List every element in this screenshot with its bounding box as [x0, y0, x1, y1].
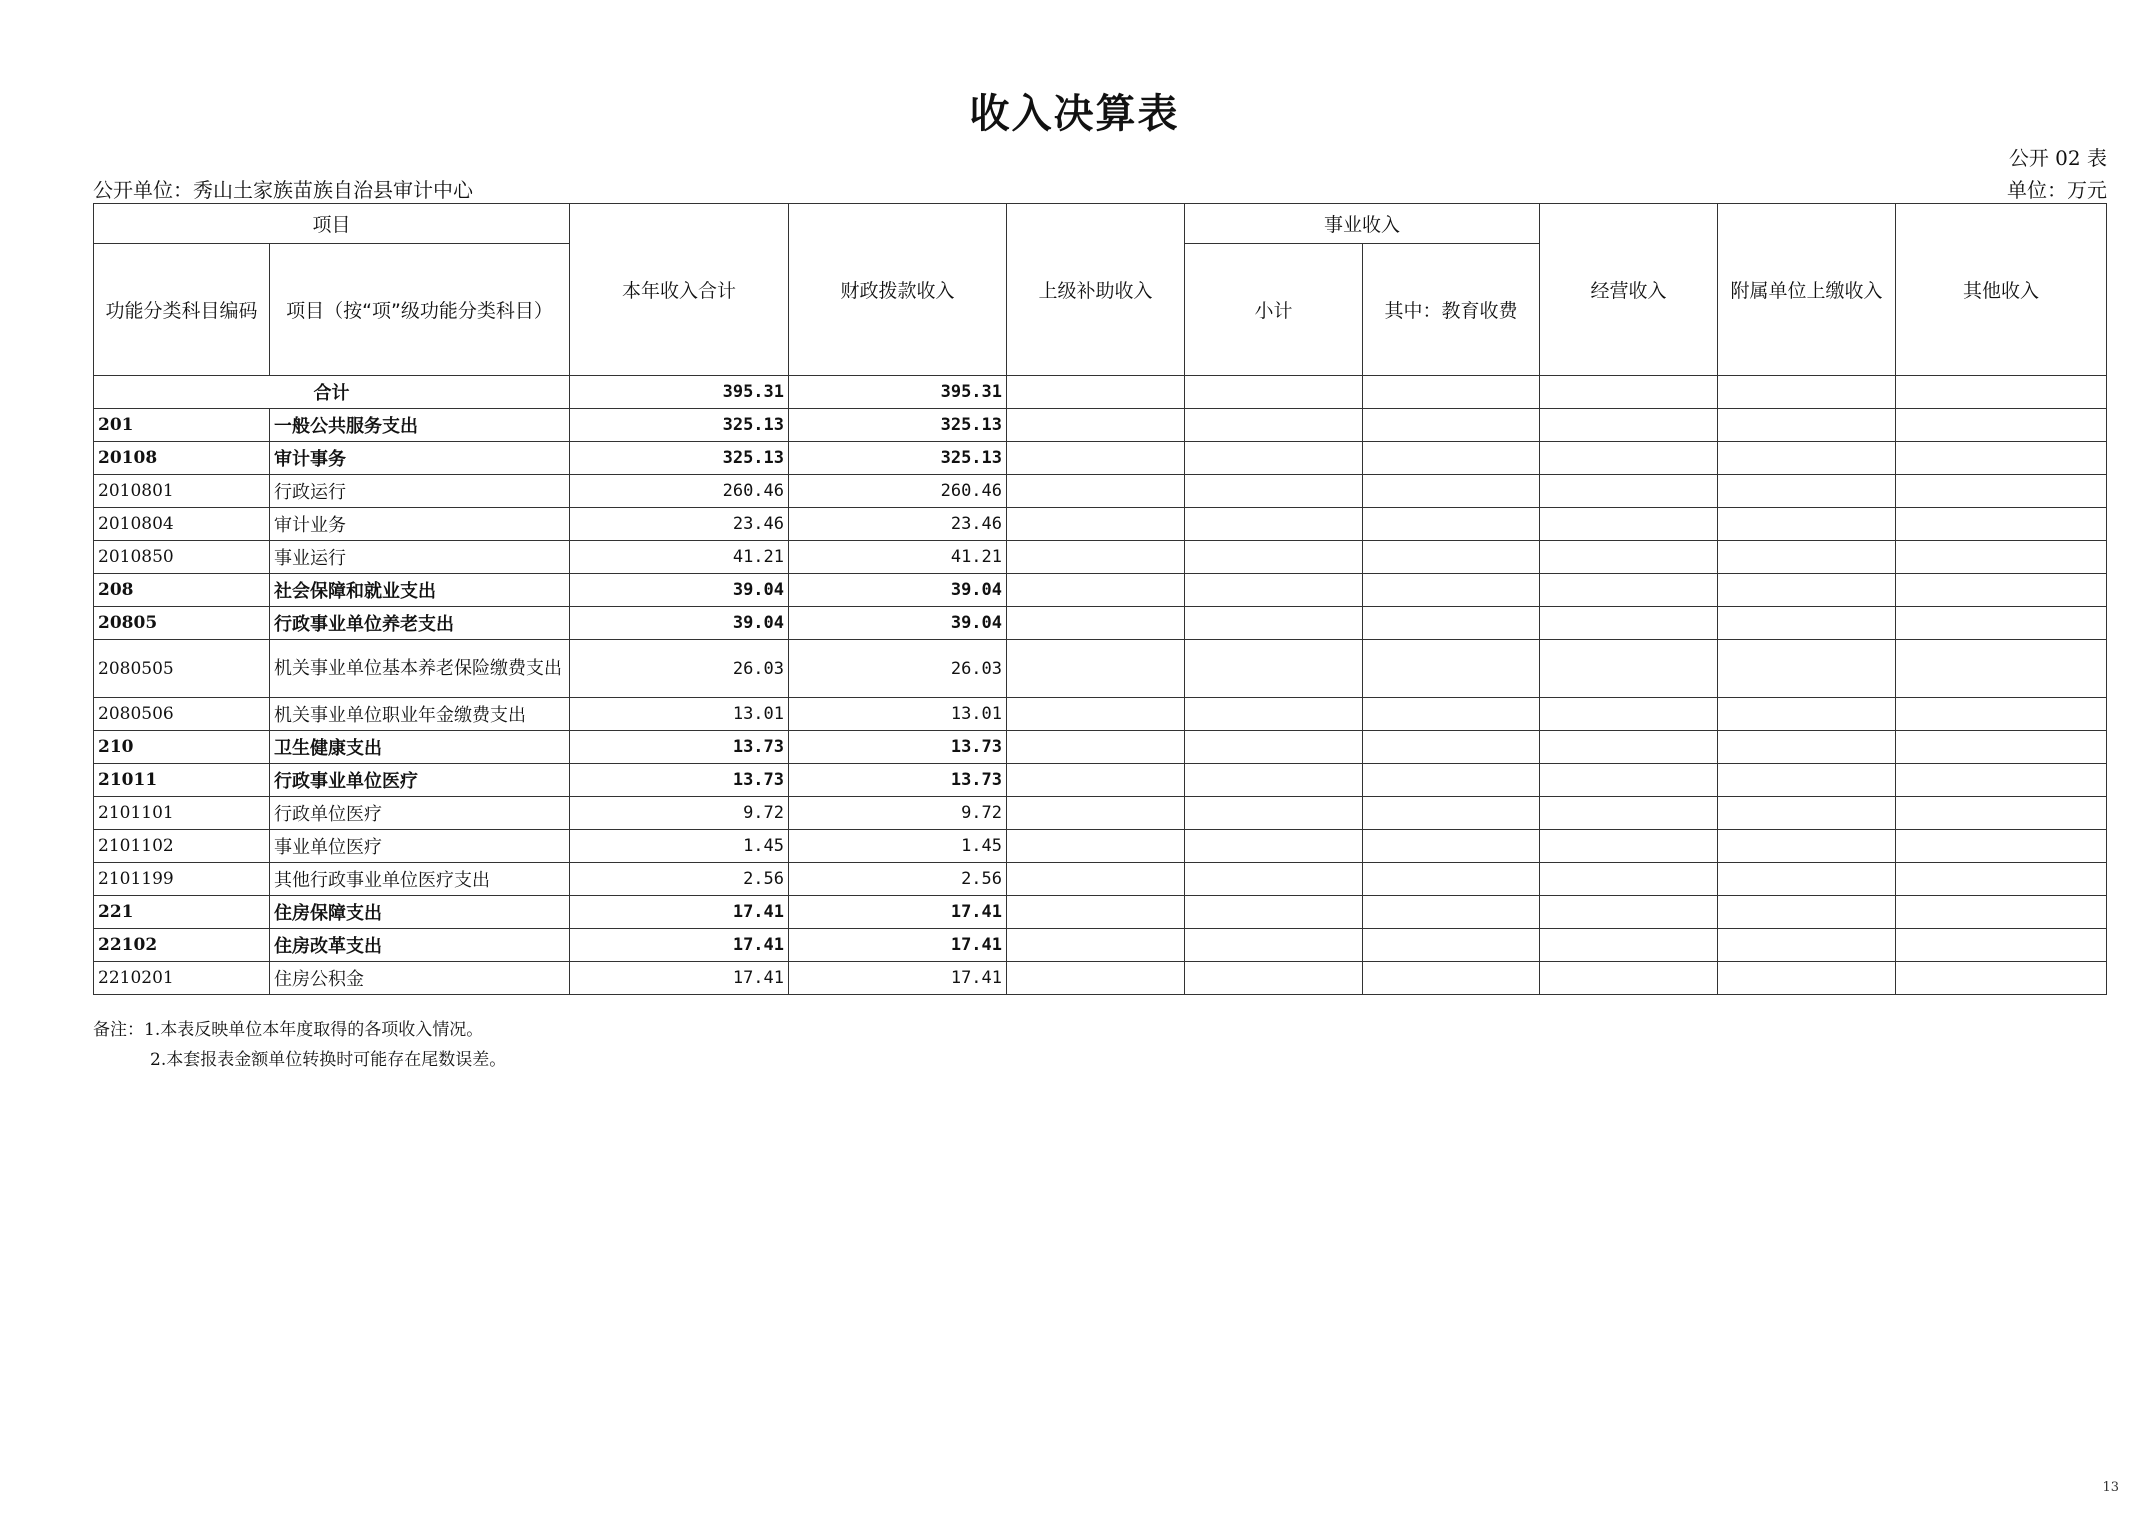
- cell-fiscal: 325.13: [789, 442, 1007, 475]
- table-row: [94, 508, 2107, 541]
- header-name: 项目（按“项”级功能分类科目）: [270, 244, 570, 376]
- footnote-1: 备注：1.本表反映单位本年度取得的各项收入情况。: [93, 1020, 484, 1040]
- cell-total: 13.73: [570, 731, 789, 764]
- cell-name: 事业单位医疗: [270, 830, 570, 863]
- cell-code: 2101102: [94, 830, 270, 863]
- cell-name: 事业运行: [270, 541, 570, 574]
- table-row: [94, 541, 2107, 574]
- cell-fiscal: 17.41: [789, 962, 1007, 995]
- header-project: 项目: [94, 204, 570, 244]
- cell-fiscal: 39.04: [789, 607, 1007, 640]
- cell-total: 17.41: [570, 962, 789, 995]
- cell-fiscal: 13.73: [789, 764, 1007, 797]
- header-affiliated: 附属单位上缴收入: [1718, 204, 1896, 376]
- cell-name: 机关事业单位职业年金缴费支出: [270, 698, 570, 731]
- cell-code: 2210201: [94, 962, 270, 995]
- cell-name: 住房保障支出: [270, 896, 570, 929]
- header-code: 功能分类科目编码: [94, 244, 270, 376]
- table-row: [94, 731, 2107, 764]
- cell-code: 20805: [94, 607, 270, 640]
- table-row: [94, 830, 2107, 863]
- cell-fiscal: 17.41: [789, 929, 1007, 962]
- cell-total: 13.73: [570, 764, 789, 797]
- table-row: [94, 607, 2107, 640]
- cell-total: 325.13: [570, 409, 789, 442]
- unit-label: 单位：万元: [2007, 178, 2107, 202]
- cell-total: 9.72: [570, 797, 789, 830]
- header-education: 其中：教育收费: [1363, 244, 1540, 376]
- cell-code: 221: [94, 896, 270, 929]
- cell-fiscal: 1.45: [789, 830, 1007, 863]
- table-row: [94, 409, 2107, 442]
- cell-name: 审计事务: [270, 442, 570, 475]
- cell-code: 20108: [94, 442, 270, 475]
- cell-name: 行政事业单位医疗: [270, 764, 570, 797]
- cell-code: 2010801: [94, 475, 270, 508]
- cell-total: 26.03: [570, 640, 789, 698]
- cell-code: 21011: [94, 764, 270, 797]
- cell-fiscal: 13.01: [789, 698, 1007, 731]
- cell-total: 325.13: [570, 442, 789, 475]
- cell-fiscal: 13.73: [789, 731, 1007, 764]
- cell-total: 23.46: [570, 508, 789, 541]
- cell-name: 住房公积金: [270, 962, 570, 995]
- cell-code: 22102: [94, 929, 270, 962]
- cell-fiscal: 395.31: [789, 376, 1007, 409]
- cell-total: 260.46: [570, 475, 789, 508]
- cell-name: 卫生健康支出: [270, 731, 570, 764]
- cell-name: 审计业务: [270, 508, 570, 541]
- cell-name: 社会保障和就业支出: [270, 574, 570, 607]
- cell-total: 1.45: [570, 830, 789, 863]
- cell-fiscal: 17.41: [789, 896, 1007, 929]
- table-row: [94, 929, 2107, 962]
- cell-name: 其他行政事业单位医疗支出: [270, 863, 570, 896]
- cell-name: 住房改革支出: [270, 929, 570, 962]
- header-business-group: 事业收入: [1185, 204, 1540, 244]
- table-row: [94, 574, 2107, 607]
- cell-code: 2101199: [94, 863, 270, 896]
- cell-total: 17.41: [570, 929, 789, 962]
- cell-name: 行政运行: [270, 475, 570, 508]
- cell-total: 13.01: [570, 698, 789, 731]
- cell-total: 17.41: [570, 896, 789, 929]
- cell-code: 2010804: [94, 508, 270, 541]
- cell-name: 机关事业单位基本养老保险缴费支出: [270, 640, 570, 698]
- header-superior: 上级补助收入: [1007, 204, 1185, 376]
- cell-fiscal: 9.72: [789, 797, 1007, 830]
- cell-code: 208: [94, 574, 270, 607]
- cell-fiscal: 23.46: [789, 508, 1007, 541]
- footnote-2: 2.本套报表金额单位转换时可能存在尾数误差。: [150, 1050, 507, 1070]
- cell-fiscal: 39.04: [789, 574, 1007, 607]
- cell-fiscal: 2.56: [789, 863, 1007, 896]
- table-row: [94, 640, 2107, 698]
- cell-fiscal: 260.46: [789, 475, 1007, 508]
- cell-code: 2080505: [94, 640, 270, 698]
- table-row: [94, 698, 2107, 731]
- table-row: [94, 863, 2107, 896]
- table-row: [94, 764, 2107, 797]
- table-row: [94, 442, 2107, 475]
- income-table: [93, 203, 2107, 995]
- table-row: [94, 896, 2107, 929]
- page-number: 13: [2102, 1480, 2119, 1495]
- header-other: 其他收入: [1896, 204, 2107, 376]
- cell-code: 2080506: [94, 698, 270, 731]
- cell-total: 2.56: [570, 863, 789, 896]
- table-row: [94, 962, 2107, 995]
- table-row: [94, 475, 2107, 508]
- cell-fiscal: 41.21: [789, 541, 1007, 574]
- table-row-total: [94, 376, 2107, 409]
- table-row: [94, 797, 2107, 830]
- header-subtotal: 小计: [1185, 244, 1363, 376]
- cell-code: 201: [94, 409, 270, 442]
- cell-fiscal: 325.13: [789, 409, 1007, 442]
- header-fiscal: 财政拨款收入: [789, 204, 1007, 376]
- page-title: 收入决算表: [969, 91, 1180, 137]
- cell-name: 一般公共服务支出: [270, 409, 570, 442]
- cell-total: 39.04: [570, 607, 789, 640]
- cell-total: 395.31: [570, 376, 789, 409]
- form-number: 公开 02 表: [2008, 146, 2107, 170]
- cell-name: 行政单位医疗: [270, 797, 570, 830]
- header-operating: 经营收入: [1540, 204, 1718, 376]
- cell-name: 行政事业单位养老支出: [270, 607, 570, 640]
- org-label: 公开单位：秀山土家族苗族自治县审计中心: [93, 178, 473, 202]
- cell-total: 41.21: [570, 541, 789, 574]
- cell-fiscal: 26.03: [789, 640, 1007, 698]
- cell-code: 2101101: [94, 797, 270, 830]
- cell-code: 210: [94, 731, 270, 764]
- cell-code: 2010850: [94, 541, 270, 574]
- header-total: 本年收入合计: [570, 204, 789, 376]
- cell-total: 39.04: [570, 574, 789, 607]
- row-total-label: 合计: [94, 376, 570, 409]
